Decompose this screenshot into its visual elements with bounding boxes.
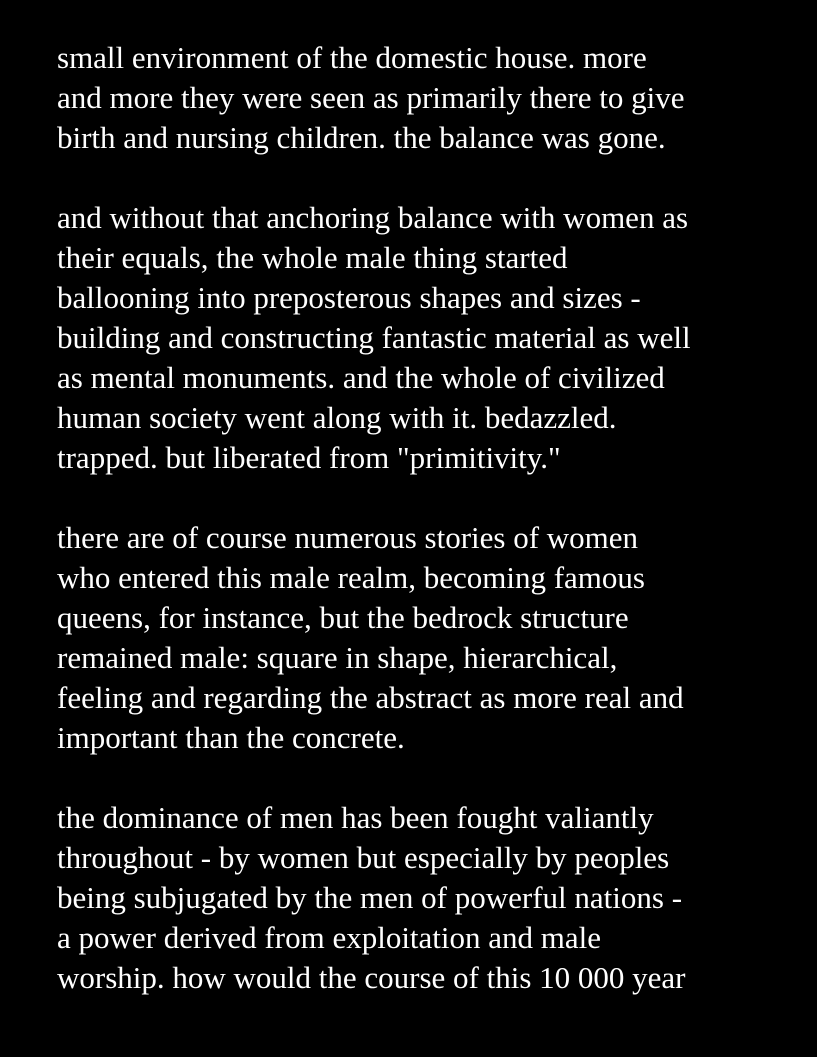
text-line: the dominance of men has been fought valiantly <box>57 800 654 835</box>
paragraph-3 <box>57 518 797 758</box>
text-line: human society went along with it. bedazzled. <box>57 400 617 435</box>
text-line: a power derived from exploitation and male <box>57 920 602 955</box>
text-line: building and constructing fantastic material as well <box>57 320 691 355</box>
text-line: small environment of the domestic house. more <box>57 40 647 75</box>
paragraph-4 <box>57 798 797 998</box>
text-line: worship. how would the course of this 10 000 year <box>57 960 686 995</box>
paragraph-2 <box>57 198 797 478</box>
text-line: remained male: square in shape, hierarchical, <box>57 640 618 675</box>
text-line: as mental monuments. and the whole of civilized <box>57 360 665 395</box>
text-line: who entered this male realm, becoming famous <box>57 560 645 595</box>
paragraph-1 <box>57 38 797 158</box>
text-line: queens, for instance, but the bedrock structure <box>57 600 629 635</box>
text-line: ballooning into preposterous shapes and sizes - <box>57 280 641 315</box>
text-line: feeling and regarding the abstract as more real and <box>57 680 684 715</box>
text-line: there are of course numerous stories of women <box>57 520 639 555</box>
text-line: and without that anchoring balance with women as <box>57 200 689 235</box>
text-line: important than the concrete. <box>57 720 405 755</box>
text-line: birth and nursing children. the balance was gone. <box>57 120 666 155</box>
text-line: and more they were seen as primarily there to give <box>57 80 685 115</box>
text-line: their equals, the whole male thing started <box>57 240 568 275</box>
text-line: trapped. but liberated from "primitivity." <box>57 440 561 475</box>
body-text <box>57 38 797 1038</box>
text-line: throughout - by women but especially by peoples <box>57 840 670 875</box>
text-line: being subjugated by the men of powerful nations - <box>57 880 683 915</box>
